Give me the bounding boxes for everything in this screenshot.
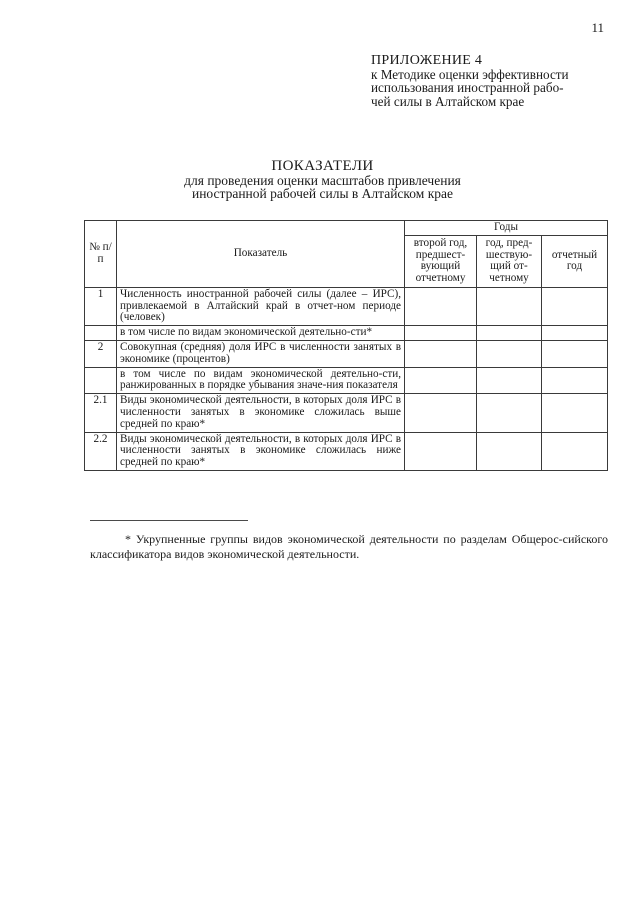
table-row bbox=[85, 340, 608, 367]
row-number bbox=[85, 326, 117, 341]
cell-year-reporting bbox=[542, 432, 608, 470]
appendix-line: чей силы в Алтайском крае bbox=[371, 93, 525, 109]
row-indicator: в том числе по видам экономической деятельно-сти* bbox=[117, 326, 405, 341]
appendix-title: ПРИЛОЖЕНИЕ 4 bbox=[371, 53, 483, 68]
row-number: 2 bbox=[85, 340, 117, 367]
footnote: * Укрупненные группы видов экономической деятельности по разделам Общерос-сийского классификатора видов экономической деятельности. bbox=[90, 532, 608, 561]
heading-subtitle-line: иностранной рабочей силы в Алтайском крае bbox=[191, 186, 453, 201]
cell-year-reporting bbox=[542, 394, 608, 432]
cell-year-second-prior bbox=[405, 287, 477, 325]
cell-year-prior bbox=[477, 287, 542, 325]
cell-year-second-prior bbox=[405, 394, 477, 432]
table-row bbox=[85, 394, 608, 432]
header-indicator: Показатель bbox=[117, 221, 405, 288]
cell-year-second-prior bbox=[405, 340, 477, 367]
cell-year-prior bbox=[477, 432, 542, 470]
cell-year-second-prior bbox=[405, 326, 477, 341]
cell-year-second-prior bbox=[405, 432, 477, 470]
heading-subtitle-line: для проведения оценки масштабов привлечения bbox=[184, 172, 461, 188]
cell-year-reporting bbox=[542, 326, 608, 341]
appendix-line: использования иностранной рабо- bbox=[371, 80, 564, 95]
cell-year-prior bbox=[477, 367, 542, 394]
cell-year-prior bbox=[477, 340, 542, 367]
header-years: Годы bbox=[405, 221, 608, 236]
row-number: 2.1 bbox=[85, 394, 117, 432]
row-number bbox=[85, 367, 117, 394]
table-row bbox=[85, 432, 608, 470]
row-indicator: Виды экономической деятельности, в которых доля ИРС в численности занятых в экономике сложилась ниже средней по краю* bbox=[117, 432, 405, 470]
appendix-line: к Методике оценки эффективности bbox=[371, 66, 569, 82]
cell-year-reporting bbox=[542, 287, 608, 325]
header-year-second-prior: второй год, предшест-вующий отчетному bbox=[405, 235, 477, 287]
row-indicator: в том числе по видам экономической деятельно-сти, ранжированных в порядке убывания значе-ния показателя bbox=[117, 367, 405, 394]
header-year-prior: год, пред-шествую-щий от-четному bbox=[477, 235, 542, 287]
indicators-table bbox=[84, 220, 608, 471]
header-number: № п/п bbox=[85, 221, 117, 288]
cell-year-reporting bbox=[542, 340, 608, 367]
cell-year-reporting bbox=[542, 367, 608, 394]
heading-title: ПОКАЗАТЕЛИ bbox=[271, 158, 374, 174]
row-indicator: Виды экономической деятельности, в которых доля ИРС в численности занятых в экономике сложилась выше средней по краю* bbox=[117, 394, 405, 432]
footnote-divider bbox=[90, 520, 248, 521]
header-year-reporting: отчетный год bbox=[542, 235, 608, 287]
document-heading bbox=[150, 160, 495, 201]
page-number: 11 bbox=[591, 20, 604, 35]
row-number: 2.2 bbox=[85, 432, 117, 470]
cell-year-prior bbox=[477, 394, 542, 432]
row-indicator: Численность иностранной рабочей силы (далее – ИРС), привлекаемой в Алтайский край в отчет-ном периоде (человек) bbox=[117, 287, 405, 325]
table-row bbox=[85, 287, 608, 325]
appendix-header bbox=[371, 54, 611, 108]
table-row bbox=[85, 326, 608, 341]
cell-year-prior bbox=[477, 326, 542, 341]
row-indicator: Совокупная (средняя) доля ИРС в численности занятых в экономике (процентов) bbox=[117, 340, 405, 367]
row-number: 1 bbox=[85, 287, 117, 325]
table-row bbox=[85, 367, 608, 394]
cell-year-second-prior bbox=[405, 367, 477, 394]
